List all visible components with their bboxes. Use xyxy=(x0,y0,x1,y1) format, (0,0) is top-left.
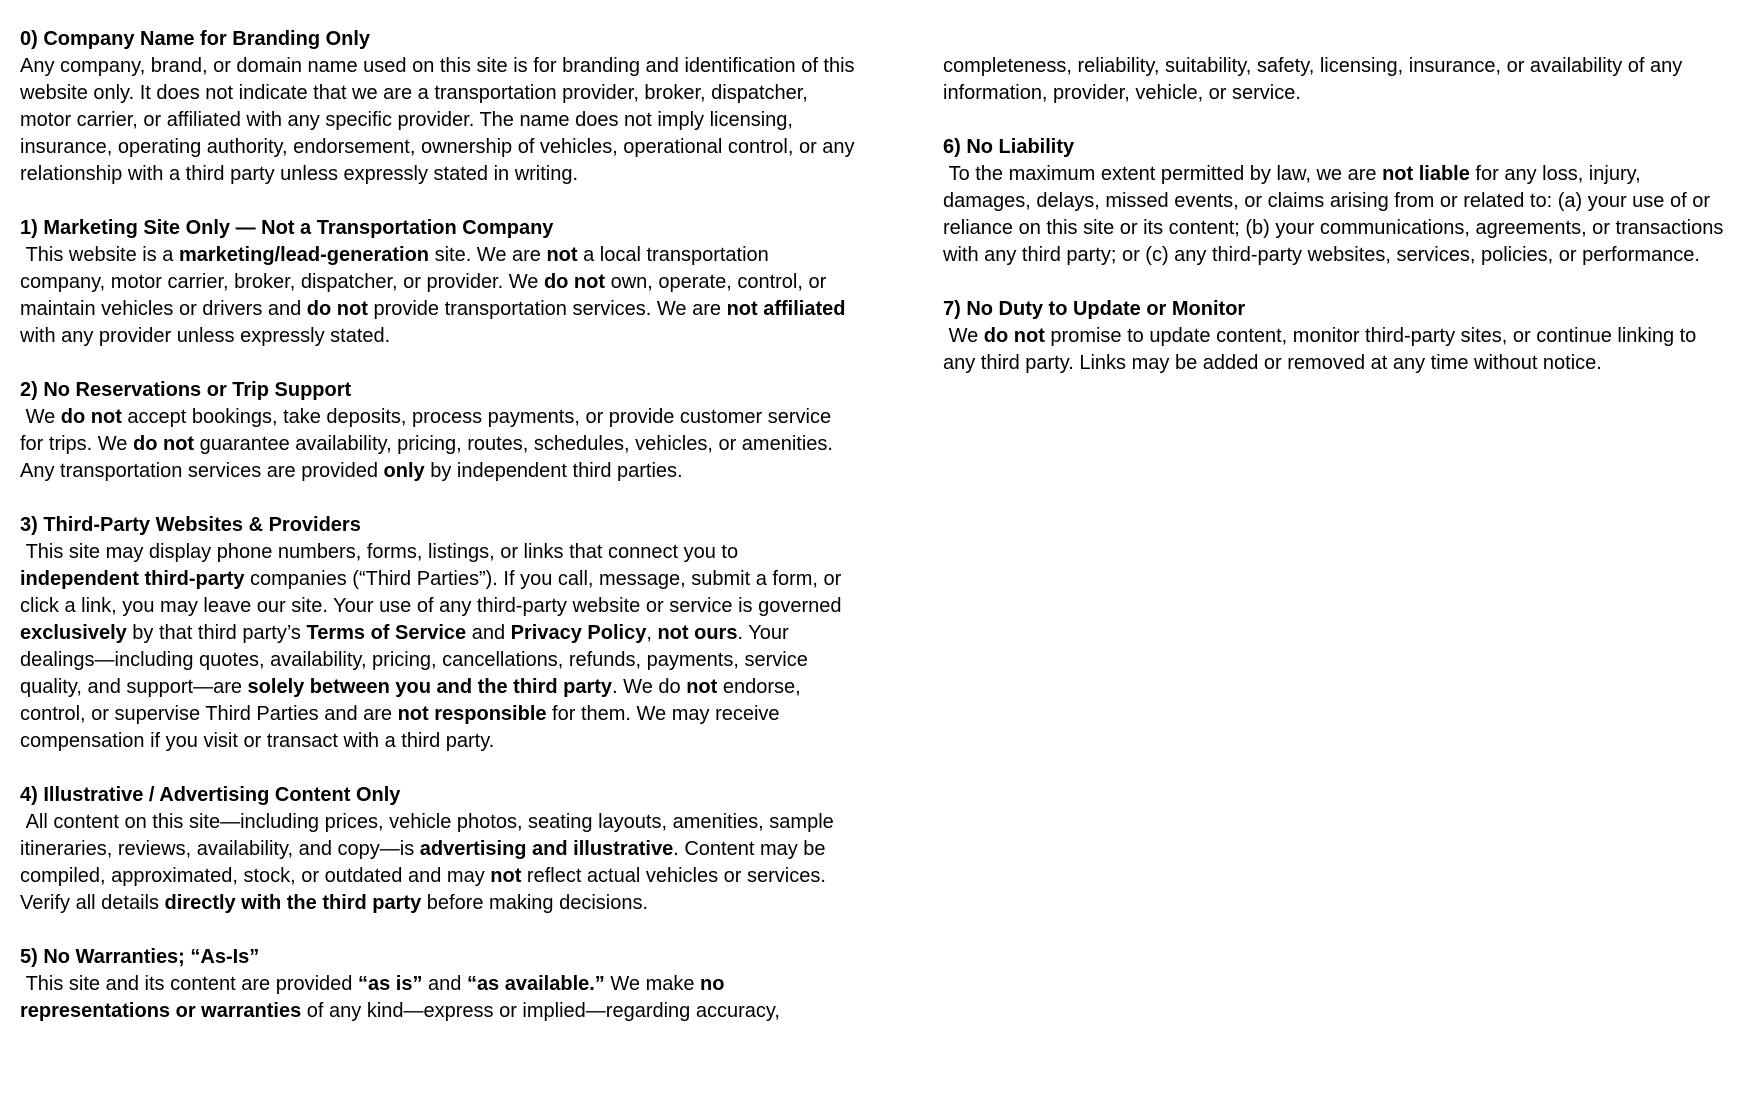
section-heading-no-duty-to-update: 7) No Duty to Update or Monitor xyxy=(943,298,1246,320)
right-column xyxy=(943,26,1733,377)
section-heading-third-party-websites: 3) Third-Party Websites & Providers xyxy=(20,514,361,536)
section-heading-no-reservations: 2) No Reservations or Trip Support xyxy=(20,379,352,401)
section-body-company-name-branding: Any company, brand, or domain name used on this site is for branding and identification of this website only. It does not indicate that we are a transportation provider, broker, dispatcher, motor carrier, or affiliated with any specific provider. The name does not imply licensing, insurance, operating authority, endorsement, ownership of vehicles, operational control, or any relationship with a third party unless expressly stated in writing. xyxy=(20,55,861,185)
section-marketing-site-only xyxy=(20,215,858,350)
section-heading-illustrative-content: 4) Illustrative / Advertising Content Only xyxy=(20,784,401,806)
section-no-reservations xyxy=(20,377,858,485)
section-body-no-warranties: This site and its content are provided “as is” and “as available.” We make no representations or warranties of any kind—express or implied—regarding accuracy, xyxy=(20,973,780,1022)
section-heading-no-liability: 6) No Liability xyxy=(943,136,1075,158)
section-no-duty-to-update xyxy=(943,296,1733,377)
section-illustrative-content xyxy=(20,782,858,917)
section-body-third-party-websites: This site may display phone numbers, forms, listings, or links that connect you to independent third-party companies (“Third Parties”). If you call, message, submit a form, or click a link, you may leave our site. Your use of any third-party website or service is governed exclusively by that third party’s Terms of Service and Privacy Policy, not ours. Your dealings—including quotes, availability, pricing, cancellations, refunds, payments, service quality, and support—are solely between you and the third party. We do not endorse, control, or supervise Third Parties and are not responsible for them. We may receive compensation if you visit or transact with a third party. xyxy=(20,541,848,752)
section-no-warranties xyxy=(20,944,858,1025)
left-column xyxy=(20,26,861,1025)
no-warranties-continuation-paragraph: completeness, reliability, suitability, safety, licensing, insurance, or availability of any information, provider, vehicle, or service. xyxy=(943,55,1688,104)
section-company-name-branding xyxy=(20,26,861,188)
section-heading-marketing-site-only: 1) Marketing Site Only — Not a Transportation Company xyxy=(20,217,554,239)
section-body-illustrative-content: All content on this site—including prices, vehicle photos, seating layouts, amenities, sample itineraries, reviews, availability, and copy—is advertising and illustrative. Content may be compiled, approximated, stock, or outdated and may not reflect actual vehicles or services. Verify all details directly with the third party before making decisions. xyxy=(20,811,840,914)
section-body-no-liability: To the maximum extent permitted by law, we are not liable for any loss, injury, damages, delays, missed events, or claims arising from or related to: (a) your use of or reliance on this site or its content; (b) your communications, agreements, or transactions with any third party; or (c) any third-party websites, services, policies, or performance. xyxy=(943,163,1729,266)
section-body-marketing-site-only: This website is a marketing/lead-generation site. We are not a local transportation company, motor carrier, broker, dispatcher, or provider. We do not own, operate, control, or maintain vehicles or drivers and do not provide transportation services. We are not affiliated with any provider unless expressly stated. xyxy=(20,244,852,347)
section-third-party-websites xyxy=(20,512,858,755)
section-body-no-reservations: We do not accept bookings, take deposits, process payments, or provide customer service for trips. We do not guarantee availability, pricing, routes, schedules, vehicles, or amenities. Any transportation services are provided only by independent third parties. xyxy=(20,406,838,482)
section-no-liability xyxy=(943,134,1733,269)
section-body-no-duty-to-update: We do not promise to update content, monitor third-party sites, or continue linking to any third party. Links may be added or removed at any time without notice. xyxy=(943,325,1702,374)
section-heading-no-warranties: 5) No Warranties; “As-Is” xyxy=(20,946,260,968)
section-heading-company-name-branding: 0) Company Name for Branding Only xyxy=(20,28,371,50)
